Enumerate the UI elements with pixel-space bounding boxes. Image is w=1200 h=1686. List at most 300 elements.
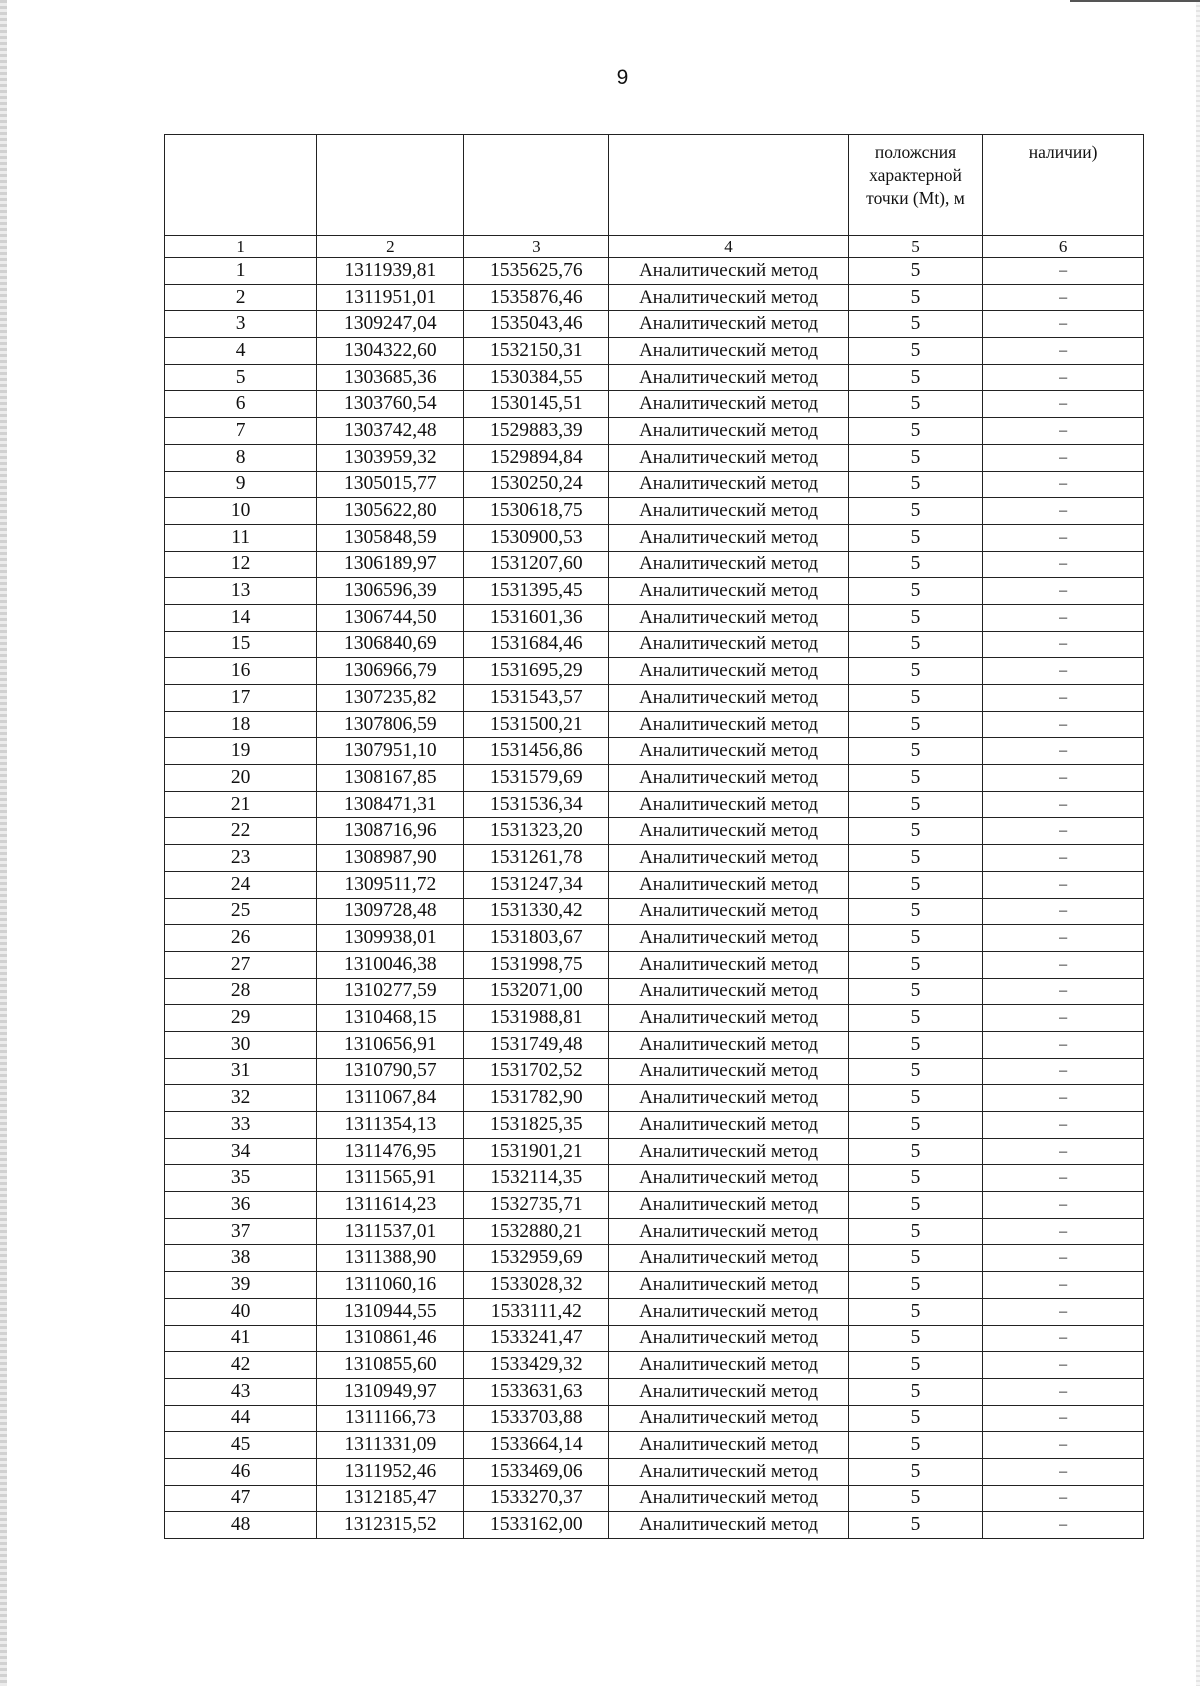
method-cell: Аналитический метод	[609, 258, 848, 285]
table-row	[165, 311, 1144, 338]
y-coordinate-cell: 1530250,24	[464, 471, 609, 498]
note-cell: –	[983, 1058, 1144, 1085]
point-number-cell: 32	[165, 1085, 317, 1112]
method-cell: Аналитический метод	[609, 604, 848, 631]
note-cell: –	[983, 1352, 1144, 1379]
table-row	[165, 551, 1144, 578]
table-row	[165, 1005, 1144, 1032]
x-coordinate-cell: 1309247,04	[317, 311, 464, 338]
y-coordinate-cell: 1531323,20	[464, 818, 609, 845]
method-cell: Аналитический метод	[609, 338, 848, 365]
point-number-cell: 29	[165, 1005, 317, 1032]
table-row	[165, 1458, 1144, 1485]
y-coordinate-cell: 1531695,29	[464, 658, 609, 685]
note-cell: –	[983, 551, 1144, 578]
table-row	[165, 898, 1144, 925]
accuracy-cell: 5	[848, 871, 982, 898]
accuracy-cell: 5	[848, 311, 982, 338]
y-coordinate-cell: 1533703,88	[464, 1405, 609, 1432]
point-number-cell: 38	[165, 1245, 317, 1272]
note-cell: –	[983, 898, 1144, 925]
table-row	[165, 1165, 1144, 1192]
x-coordinate-cell: 1311354,13	[317, 1112, 464, 1139]
x-coordinate-cell: 1306744,50	[317, 604, 464, 631]
note-cell: –	[983, 1378, 1144, 1405]
table-row	[165, 1245, 1144, 1272]
table-row	[165, 604, 1144, 631]
note-cell: –	[983, 1245, 1144, 1272]
y-coordinate-cell: 1530145,51	[464, 391, 609, 418]
x-coordinate-cell: 1311939,81	[317, 258, 464, 285]
accuracy-cell: 5	[848, 898, 982, 925]
point-number-cell: 1	[165, 258, 317, 285]
point-number-cell: 27	[165, 951, 317, 978]
y-coordinate-cell: 1535876,46	[464, 284, 609, 311]
point-number-cell: 21	[165, 791, 317, 818]
method-cell: Аналитический метод	[609, 364, 848, 391]
y-coordinate-cell: 1531998,75	[464, 951, 609, 978]
column-number: 6	[983, 236, 1144, 258]
method-cell: Аналитический метод	[609, 1005, 848, 1032]
method-cell: Аналитический метод	[609, 658, 848, 685]
table-row	[165, 1352, 1144, 1379]
accuracy-cell: 5	[848, 1325, 982, 1352]
accuracy-cell: 5	[848, 418, 982, 445]
note-cell: –	[983, 418, 1144, 445]
note-cell: –	[983, 685, 1144, 712]
note-cell: –	[983, 444, 1144, 471]
point-number-cell: 12	[165, 551, 317, 578]
y-coordinate-cell: 1533162,00	[464, 1512, 609, 1539]
accuracy-cell: 5	[848, 284, 982, 311]
accuracy-cell: 5	[848, 1352, 982, 1379]
x-coordinate-cell: 1311952,46	[317, 1458, 464, 1485]
point-number-cell: 43	[165, 1378, 317, 1405]
header-cell-accuracy: положсния характерной точки (Mt), м	[848, 135, 982, 236]
point-number-cell: 35	[165, 1165, 317, 1192]
accuracy-cell: 5	[848, 978, 982, 1005]
method-cell: Аналитический метод	[609, 1485, 848, 1512]
x-coordinate-cell: 1309938,01	[317, 925, 464, 952]
point-number-cell: 2	[165, 284, 317, 311]
x-coordinate-cell: 1311166,73	[317, 1405, 464, 1432]
table-row	[165, 1085, 1144, 1112]
point-number-cell: 45	[165, 1432, 317, 1459]
method-cell: Аналитический метод	[609, 1272, 848, 1299]
point-number-cell: 8	[165, 444, 317, 471]
y-coordinate-cell: 1531601,36	[464, 604, 609, 631]
point-number-cell: 47	[165, 1485, 317, 1512]
y-coordinate-cell: 1531825,35	[464, 1112, 609, 1139]
note-cell: –	[983, 258, 1144, 285]
note-cell: –	[983, 658, 1144, 685]
accuracy-cell: 5	[848, 631, 982, 658]
point-number-cell: 44	[165, 1405, 317, 1432]
y-coordinate-cell: 1531456,86	[464, 738, 609, 765]
table-row	[165, 818, 1144, 845]
point-number-cell: 41	[165, 1325, 317, 1352]
note-cell: –	[983, 1005, 1144, 1032]
note-cell: –	[983, 1085, 1144, 1112]
point-number-cell: 7	[165, 418, 317, 445]
x-coordinate-cell: 1310861,46	[317, 1325, 464, 1352]
table-row	[165, 1138, 1144, 1165]
x-coordinate-cell: 1310855,60	[317, 1352, 464, 1379]
accuracy-cell: 5	[848, 845, 982, 872]
y-coordinate-cell: 1531395,45	[464, 578, 609, 605]
column-number: 4	[609, 236, 848, 258]
x-coordinate-cell: 1310790,57	[317, 1058, 464, 1085]
point-number-cell: 23	[165, 845, 317, 872]
x-coordinate-cell: 1306596,39	[317, 578, 464, 605]
column-number: 5	[848, 236, 982, 258]
y-coordinate-cell: 1533469,06	[464, 1458, 609, 1485]
y-coordinate-cell: 1532114,35	[464, 1165, 609, 1192]
method-cell: Аналитический метод	[609, 1165, 848, 1192]
accuracy-cell: 5	[848, 1112, 982, 1139]
x-coordinate-cell: 1303685,36	[317, 364, 464, 391]
method-cell: Аналитический метод	[609, 418, 848, 445]
table-row	[165, 284, 1144, 311]
y-coordinate-cell: 1530618,75	[464, 498, 609, 525]
note-cell: –	[983, 871, 1144, 898]
point-number-cell: 33	[165, 1112, 317, 1139]
point-number-cell: 5	[165, 364, 317, 391]
note-cell: –	[983, 364, 1144, 391]
accuracy-cell: 5	[848, 524, 982, 551]
method-cell: Аналитический метод	[609, 498, 848, 525]
table-row	[165, 418, 1144, 445]
table-row	[165, 1485, 1144, 1512]
table-row	[165, 1058, 1144, 1085]
method-cell: Аналитический метод	[609, 1138, 848, 1165]
method-cell: Аналитический метод	[609, 898, 848, 925]
note-cell: –	[983, 818, 1144, 845]
x-coordinate-cell: 1308471,31	[317, 791, 464, 818]
note-cell: –	[983, 471, 1144, 498]
accuracy-cell: 5	[848, 951, 982, 978]
point-number-cell: 13	[165, 578, 317, 605]
point-number-cell: 40	[165, 1298, 317, 1325]
note-cell: –	[983, 1485, 1144, 1512]
point-number-cell: 48	[165, 1512, 317, 1539]
note-cell: –	[983, 765, 1144, 792]
table-row	[165, 1192, 1144, 1219]
table-row	[165, 1298, 1144, 1325]
accuracy-cell: 5	[848, 818, 982, 845]
table-row	[165, 951, 1144, 978]
accuracy-cell: 5	[848, 1272, 982, 1299]
y-coordinate-cell: 1531579,69	[464, 765, 609, 792]
method-cell: Аналитический метод	[609, 1405, 848, 1432]
y-coordinate-cell: 1531749,48	[464, 1031, 609, 1058]
method-cell: Аналитический метод	[609, 978, 848, 1005]
note-cell: –	[983, 1325, 1144, 1352]
accuracy-cell: 5	[848, 1031, 982, 1058]
table-row	[165, 1218, 1144, 1245]
table-row	[165, 524, 1144, 551]
table-row	[165, 1378, 1144, 1405]
x-coordinate-cell: 1306840,69	[317, 631, 464, 658]
note-cell: –	[983, 1458, 1144, 1485]
method-cell: Аналитический метод	[609, 1432, 848, 1459]
method-cell: Аналитический метод	[609, 1112, 848, 1139]
note-cell: –	[983, 978, 1144, 1005]
point-number-cell: 36	[165, 1192, 317, 1219]
accuracy-cell: 5	[848, 1005, 982, 1032]
x-coordinate-cell: 1310046,38	[317, 951, 464, 978]
note-cell: –	[983, 1165, 1144, 1192]
accuracy-cell: 5	[848, 1458, 982, 1485]
x-coordinate-cell: 1311476,95	[317, 1138, 464, 1165]
x-coordinate-cell: 1310944,55	[317, 1298, 464, 1325]
table-row	[165, 1512, 1144, 1539]
table-row	[165, 498, 1144, 525]
x-coordinate-cell: 1311537,01	[317, 1218, 464, 1245]
method-cell: Аналитический метод	[609, 471, 848, 498]
note-cell: –	[983, 1112, 1144, 1139]
accuracy-cell: 5	[848, 1085, 982, 1112]
method-cell: Аналитический метод	[609, 818, 848, 845]
scan-top-mark	[1070, 0, 1200, 2]
note-cell: –	[983, 284, 1144, 311]
y-coordinate-cell: 1532880,21	[464, 1218, 609, 1245]
x-coordinate-cell: 1311060,16	[317, 1272, 464, 1299]
y-coordinate-cell: 1531500,21	[464, 711, 609, 738]
note-cell: –	[983, 845, 1144, 872]
accuracy-cell: 5	[848, 711, 982, 738]
accuracy-cell: 5	[848, 1512, 982, 1539]
point-number-cell: 10	[165, 498, 317, 525]
x-coordinate-cell: 1308716,96	[317, 818, 464, 845]
method-cell: Аналитический метод	[609, 951, 848, 978]
point-number-cell: 15	[165, 631, 317, 658]
y-coordinate-cell: 1531988,81	[464, 1005, 609, 1032]
note-cell: –	[983, 1272, 1144, 1299]
x-coordinate-cell: 1312185,47	[317, 1485, 464, 1512]
y-coordinate-cell: 1533664,14	[464, 1432, 609, 1459]
note-cell: –	[983, 524, 1144, 551]
method-cell: Аналитический метод	[609, 871, 848, 898]
method-cell: Аналитический метод	[609, 738, 848, 765]
note-cell: –	[983, 1405, 1144, 1432]
y-coordinate-cell: 1533429,32	[464, 1352, 609, 1379]
y-coordinate-cell: 1535625,76	[464, 258, 609, 285]
method-cell: Аналитический метод	[609, 765, 848, 792]
note-cell: –	[983, 631, 1144, 658]
point-number-cell: 22	[165, 818, 317, 845]
point-number-cell: 20	[165, 765, 317, 792]
note-cell: –	[983, 338, 1144, 365]
table-row	[165, 845, 1144, 872]
method-cell: Аналитический метод	[609, 925, 848, 952]
accuracy-cell: 5	[848, 471, 982, 498]
x-coordinate-cell: 1303760,54	[317, 391, 464, 418]
y-coordinate-cell: 1531702,52	[464, 1058, 609, 1085]
method-cell: Аналитический метод	[609, 845, 848, 872]
accuracy-cell: 5	[848, 338, 982, 365]
header-cell-3	[464, 135, 609, 236]
note-cell: –	[983, 1138, 1144, 1165]
accuracy-cell: 5	[848, 551, 982, 578]
y-coordinate-cell: 1531803,67	[464, 925, 609, 952]
y-coordinate-cell: 1532150,31	[464, 338, 609, 365]
point-number-cell: 26	[165, 925, 317, 952]
table-row	[165, 871, 1144, 898]
header-cell-4	[609, 135, 848, 236]
method-cell: Аналитический метод	[609, 791, 848, 818]
method-cell: Аналитический метод	[609, 1458, 848, 1485]
y-coordinate-cell: 1529883,39	[464, 418, 609, 445]
x-coordinate-cell: 1309511,72	[317, 871, 464, 898]
table-row	[165, 1325, 1144, 1352]
table-row	[165, 1405, 1144, 1432]
table-row	[165, 765, 1144, 792]
table-row	[165, 1432, 1144, 1459]
method-cell: Аналитический метод	[609, 1031, 848, 1058]
table-row	[165, 631, 1144, 658]
x-coordinate-cell: 1311614,23	[317, 1192, 464, 1219]
point-number-cell: 4	[165, 338, 317, 365]
point-number-cell: 46	[165, 1458, 317, 1485]
table-row	[165, 925, 1144, 952]
x-coordinate-cell: 1311388,90	[317, 1245, 464, 1272]
point-number-cell: 19	[165, 738, 317, 765]
x-coordinate-cell: 1307806,59	[317, 711, 464, 738]
x-coordinate-cell: 1307951,10	[317, 738, 464, 765]
note-cell: –	[983, 1031, 1144, 1058]
accuracy-cell: 5	[848, 791, 982, 818]
y-coordinate-cell: 1532959,69	[464, 1245, 609, 1272]
method-cell: Аналитический метод	[609, 444, 848, 471]
scan-right-edge	[1196, 0, 1200, 1686]
point-number-cell: 39	[165, 1272, 317, 1299]
table-row	[165, 791, 1144, 818]
y-coordinate-cell: 1531901,21	[464, 1138, 609, 1165]
method-cell: Аналитический метод	[609, 1352, 848, 1379]
point-number-cell: 28	[165, 978, 317, 1005]
x-coordinate-cell: 1310277,59	[317, 978, 464, 1005]
note-cell: –	[983, 498, 1144, 525]
x-coordinate-cell: 1308987,90	[317, 845, 464, 872]
note-cell: –	[983, 738, 1144, 765]
x-coordinate-cell: 1303959,32	[317, 444, 464, 471]
x-coordinate-cell: 1307235,82	[317, 685, 464, 712]
accuracy-cell: 5	[848, 1405, 982, 1432]
method-cell: Аналитический метод	[609, 711, 848, 738]
table-row	[165, 1272, 1144, 1299]
point-number-cell: 14	[165, 604, 317, 631]
y-coordinate-cell: 1533270,37	[464, 1485, 609, 1512]
table-header-row	[165, 135, 1144, 236]
header-cell-2	[317, 135, 464, 236]
note-cell: –	[983, 1298, 1144, 1325]
x-coordinate-cell: 1311331,09	[317, 1432, 464, 1459]
method-cell: Аналитический метод	[609, 1512, 848, 1539]
accuracy-cell: 5	[848, 1165, 982, 1192]
accuracy-cell: 5	[848, 925, 982, 952]
point-number-cell: 17	[165, 685, 317, 712]
column-number: 3	[464, 236, 609, 258]
method-cell: Аналитический метод	[609, 631, 848, 658]
y-coordinate-cell: 1533111,42	[464, 1298, 609, 1325]
method-cell: Аналитический метод	[609, 284, 848, 311]
accuracy-cell: 5	[848, 685, 982, 712]
x-coordinate-cell: 1310468,15	[317, 1005, 464, 1032]
column-number-row	[165, 236, 1144, 258]
note-cell: –	[983, 578, 1144, 605]
note-cell: –	[983, 925, 1144, 952]
accuracy-cell: 5	[848, 1218, 982, 1245]
note-cell: –	[983, 1218, 1144, 1245]
column-number: 2	[317, 236, 464, 258]
x-coordinate-cell: 1311565,91	[317, 1165, 464, 1192]
point-number-cell: 16	[165, 658, 317, 685]
accuracy-cell: 5	[848, 658, 982, 685]
note-cell: –	[983, 951, 1144, 978]
accuracy-cell: 5	[848, 1298, 982, 1325]
table-row	[165, 711, 1144, 738]
accuracy-cell: 5	[848, 1378, 982, 1405]
method-cell: Аналитический метод	[609, 1378, 848, 1405]
note-cell: –	[983, 391, 1144, 418]
x-coordinate-cell: 1312315,52	[317, 1512, 464, 1539]
point-number-cell: 3	[165, 311, 317, 338]
table-row	[165, 578, 1144, 605]
note-cell: –	[983, 711, 1144, 738]
note-cell: –	[983, 791, 1144, 818]
point-number-cell: 37	[165, 1218, 317, 1245]
accuracy-cell: 5	[848, 1485, 982, 1512]
accuracy-cell: 5	[848, 444, 982, 471]
note-cell: –	[983, 604, 1144, 631]
table-row	[165, 391, 1144, 418]
table-row	[165, 658, 1144, 685]
x-coordinate-cell: 1305015,77	[317, 471, 464, 498]
note-cell: –	[983, 1192, 1144, 1219]
y-coordinate-cell: 1535043,46	[464, 311, 609, 338]
point-number-cell: 18	[165, 711, 317, 738]
accuracy-cell: 5	[848, 391, 982, 418]
accuracy-cell: 5	[848, 604, 982, 631]
column-number: 1	[165, 236, 317, 258]
x-coordinate-cell: 1308167,85	[317, 765, 464, 792]
x-coordinate-cell: 1310656,91	[317, 1031, 464, 1058]
x-coordinate-cell: 1304322,60	[317, 338, 464, 365]
x-coordinate-cell: 1306189,97	[317, 551, 464, 578]
table-body	[165, 135, 1144, 1539]
table-row	[165, 738, 1144, 765]
y-coordinate-cell: 1533028,32	[464, 1272, 609, 1299]
y-coordinate-cell: 1531207,60	[464, 551, 609, 578]
y-coordinate-cell: 1533631,63	[464, 1378, 609, 1405]
point-number-cell: 34	[165, 1138, 317, 1165]
scan-left-edge	[0, 0, 7, 1686]
page-number: 9	[616, 66, 629, 89]
y-coordinate-cell: 1531330,42	[464, 898, 609, 925]
y-coordinate-cell: 1532735,71	[464, 1192, 609, 1219]
accuracy-cell: 5	[848, 765, 982, 792]
point-number-cell: 42	[165, 1352, 317, 1379]
point-number-cell: 24	[165, 871, 317, 898]
method-cell: Аналитический метод	[609, 1192, 848, 1219]
table-row	[165, 1112, 1144, 1139]
table-row	[165, 1031, 1144, 1058]
accuracy-cell: 5	[848, 1058, 982, 1085]
method-cell: Аналитический метод	[609, 524, 848, 551]
y-coordinate-cell: 1529894,84	[464, 444, 609, 471]
method-cell: Аналитический метод	[609, 311, 848, 338]
